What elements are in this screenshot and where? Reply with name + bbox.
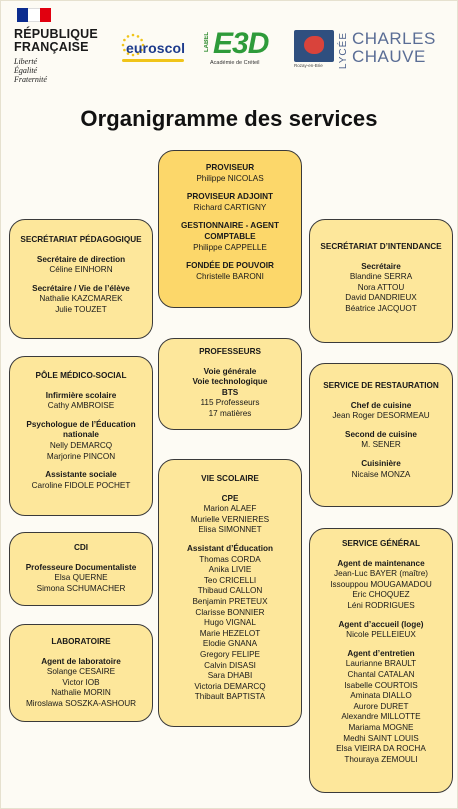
lycee-charles-chauve-logo (294, 30, 444, 70)
role-label: Cuisinière (361, 458, 401, 468)
e3d-wordmark: E3D (213, 27, 269, 60)
staff-name: Jean-Luc BAYER (maître) (333, 569, 429, 579)
staff-group (316, 459, 446, 480)
lycee-vertical-word: LYCÉE (338, 32, 349, 70)
role-label: Chef de cuisine (350, 400, 412, 410)
staff-name: Marie HEZELOT (199, 628, 261, 638)
staff-name: M. SENER (361, 440, 401, 450)
role-label: GESTIONNAIRE - AGENT COMPTABLE (181, 221, 279, 241)
staff-group (316, 430, 446, 451)
box-secretariat-intendance (309, 219, 453, 343)
page-title: Organigramme des services (80, 106, 378, 131)
staff-name: Issouppou MOUGAMADOU (330, 579, 432, 589)
staff-name: Christelle BARONI (196, 271, 264, 281)
staff-name: Béatrice JACQUOT (345, 303, 417, 313)
box-laboratoire (9, 624, 153, 722)
staff-group (316, 262, 446, 315)
box-title: SERVICE DE RESTAURATION (323, 381, 439, 390)
staff-name: Chantal CATALAN (347, 669, 415, 679)
staff-group (16, 563, 146, 595)
horse-emblem-icon (294, 30, 334, 62)
staff-name: Nora ATTOU (357, 282, 405, 292)
box-title: CDI (73, 543, 89, 552)
role-label: PROVISEUR (205, 163, 255, 172)
staff-name: Elisa SIMONNET (198, 525, 262, 535)
box-title: VIE SCOLAIRE (201, 474, 259, 483)
track-label: BTS (221, 387, 239, 397)
staff-name: Eric CHOQUEZ (352, 590, 410, 600)
role-label: Assistante sociale (45, 470, 117, 480)
lycee-name-first: CHARLES (352, 29, 436, 48)
role-label: Assistant d’Éducation (187, 543, 273, 553)
staff-group (165, 192, 295, 213)
staff-name: Marion ALAEF (203, 504, 257, 514)
staff-group (316, 620, 446, 641)
staff-name: Alexandre MILLOTTE (341, 712, 421, 722)
staff-name: Nicole PELLEIEUX (346, 630, 416, 640)
staff-name: Sara DHABI (207, 671, 253, 681)
box-title: SERVICE GÉNÉRAL (341, 539, 421, 548)
e3d-academy: Académie de Créteil (210, 60, 260, 66)
role-label: Second de cuisine (345, 429, 417, 439)
staff-name: Hugo VIGNAL (204, 618, 256, 628)
staff-group (165, 221, 295, 253)
staff-name: Miroslawa SOSZKA-ASHOUR (25, 698, 137, 708)
role-label: Secrétaire / Vie de l’élève (32, 283, 130, 293)
staff-name: Medhi SAINT LOUIS (343, 733, 419, 743)
e3d-label-logo (204, 27, 269, 70)
staff-group (16, 470, 146, 491)
staff-name: Victor IOB (62, 677, 100, 687)
staff-name: Solange CESAIRE (46, 667, 116, 677)
box-title: LABORATOIRE (51, 637, 111, 646)
staff-name: Calvin DISASI (204, 660, 256, 670)
staff-name: Philippe NICOLAS (196, 173, 264, 183)
staff-name: Léni RODRIGUES (347, 600, 415, 610)
staff-name: Benjamin PRETEUX (192, 596, 268, 606)
staff-name: Thibaud CALLON (197, 586, 263, 596)
staff-name: Isabelle COURTOIS (344, 680, 418, 690)
box-vie-scolaire (158, 459, 302, 727)
staff-group (16, 420, 146, 462)
role-label: FONDÉE DE POUVOIR (186, 261, 274, 271)
republique-name: RÉPUBLIQUE FRANÇAISE (14, 27, 98, 54)
role-label: Secrétaire de direction (36, 254, 126, 264)
staff-group (316, 401, 446, 422)
staff-name: Cathy AMBROISE (47, 401, 115, 411)
staff-name: Caroline FIDOLE POCHET (31, 480, 131, 490)
staff-name: Céline EINHORN (49, 265, 113, 275)
staff-name: Marjorine PINCON (46, 451, 116, 461)
staff-name: Thouraya ZEMOULI (344, 754, 418, 764)
box-pole-medico-social (9, 356, 153, 516)
staff-name: Thomas CORDA (199, 554, 261, 564)
staff-name: Thibault BAPTISTA (194, 692, 266, 702)
staff-name: Aminata DIALLO (350, 691, 412, 701)
staff-name: Clarisse BONNIER (195, 607, 265, 617)
staff-name: Blandine SERRA (349, 272, 413, 282)
e3d-label-text: LABEL (204, 32, 210, 52)
republique-francaise-logo (14, 8, 106, 92)
staff-name: Richard CARTIGNY (193, 202, 267, 212)
box-title: SECRÉTARIAT PÉDAGOGIQUE (20, 235, 142, 244)
lycee-caption: Rozay-en-Brie (294, 63, 323, 68)
role-label: Infirmière scolaire (45, 390, 117, 400)
box-title: PROFESSEURS (199, 347, 261, 356)
track-label: Voie générale (203, 366, 257, 376)
staff-name: Mariama MOGNE (348, 722, 414, 732)
staff-name: Nathalie MORIN (51, 688, 111, 698)
role-label: Agent de maintenance (337, 558, 425, 568)
staff-name: Nicaise MONZA (351, 469, 411, 479)
staff-group (16, 391, 146, 412)
staff-group (316, 649, 446, 766)
staff-group (165, 494, 295, 536)
staff-name: Gregory FELIPE (199, 649, 261, 659)
staff-group (16, 255, 146, 276)
role-label: Secrétaire (361, 261, 401, 271)
staff-name: Murielle VERNIERES (190, 514, 270, 524)
staff-group (165, 163, 295, 184)
staff-name: Philippe CAPPELLE (193, 242, 267, 252)
box-title: PÔLE MÉDICO-SOCIAL (35, 371, 127, 380)
box-service-restauration (309, 363, 453, 507)
role-label: Agent d’entretien (347, 648, 415, 658)
euroscol-logo (120, 30, 204, 70)
staff-name: Laurianne BRAULT (345, 659, 417, 669)
staff-group (316, 559, 446, 612)
staff-name: Aurore DURET (353, 701, 409, 711)
staff-name: Elodie GNANA (202, 639, 258, 649)
tricolor-flag-icon (17, 8, 51, 22)
track-label: Voie technologique (192, 377, 268, 387)
euroscol-wordmark: euroscol (126, 40, 186, 56)
role-label: Agent de laboratoire (41, 656, 121, 666)
staff-name: Elsa VIEIRA DA ROCHA (336, 744, 426, 754)
box-professeurs (158, 338, 302, 430)
lycee-name-second: CHAUVE (352, 47, 426, 66)
info-line: 17 matières (208, 408, 252, 418)
staff-group (16, 284, 146, 316)
role-label: PROVISEUR ADJOINT (186, 192, 274, 202)
staff-name: Julie TOUZET (55, 304, 107, 314)
staff-name: Simona SCHUMACHER (36, 583, 126, 593)
staff-name: Victoria DEMARCQ (194, 681, 266, 691)
staff-group (165, 544, 295, 703)
info-line: 115 Professeurs (200, 398, 260, 408)
box-title: SECRÉTARIAT D’INTENDANCE (320, 242, 442, 251)
republique-motto: Liberté Égalité Fraternité (14, 57, 47, 84)
staff-name: Nathalie KAZCMAREK (39, 294, 123, 304)
staff-name: Jean Roger DESORMEAU (332, 411, 430, 421)
role-label: Professeure Documentaliste (25, 562, 137, 572)
role-label: CPE (221, 493, 239, 503)
staff-name: Elsa QUERNE (54, 573, 108, 583)
box-service-general (309, 528, 453, 793)
staff-group (16, 657, 146, 710)
role-label: Agent d’accueil (loge) (338, 619, 424, 629)
staff-name: David DANDRIEUX (345, 293, 417, 303)
staff-name: Nelly DEMARCQ (49, 440, 113, 450)
role-label: Psychologue de l’Éducation nationale (26, 419, 136, 440)
staff-name: Anika LIVIE (208, 565, 252, 575)
staff-name: Teo CRICELLI (203, 575, 257, 585)
euroscol-underline (122, 59, 184, 62)
box-secretariat-pedagogique (9, 219, 153, 339)
staff-group (165, 261, 295, 282)
box-proviseur (158, 150, 302, 308)
box-cdi (9, 532, 153, 606)
